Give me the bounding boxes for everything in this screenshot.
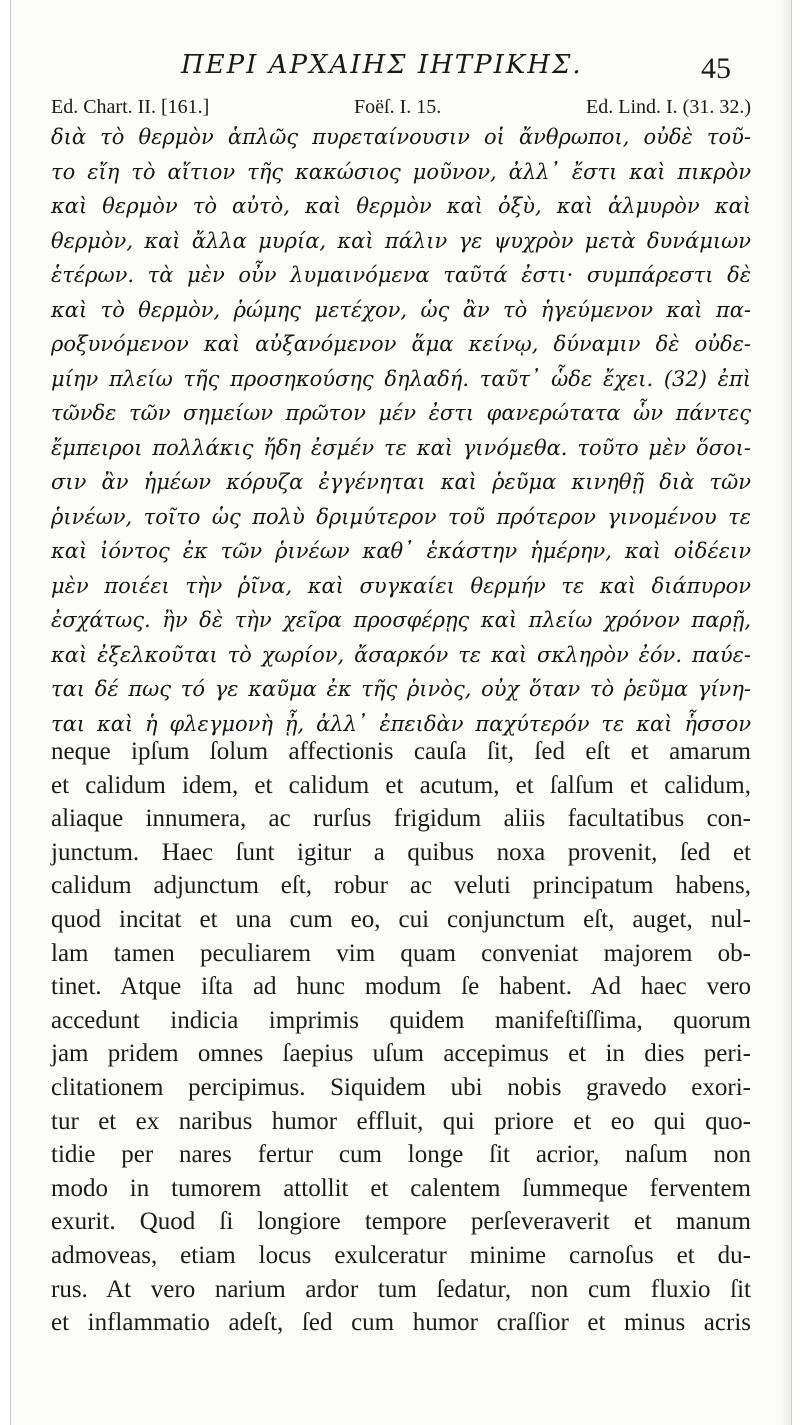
greek-line: ἑτέρων. τὰ μὲν οὖν λυμαινόμενα ταῦτά ἐστι· συμπάρεστι δὲ — [51, 263, 751, 287]
latin-line: et calidum idem, et calidum et acutum, et ſalſum et calidum, — [51, 771, 751, 799]
greek-line: ροξυνόμενον καὶ αὐξανόμενον ἅμα κείνῳ, δύναμιν δὲ οὐδε- — [51, 332, 751, 356]
latin-line: quod incitat et una cum eo, cui conjunctum eſt, auget, nul- — [51, 905, 751, 933]
latin-line: junctum. Haec ſunt igitur a quibus noxa provenit, ſed et — [51, 838, 751, 866]
page-edge-shadow — [779, 0, 791, 1425]
latin-line: aliaque innumera, ac rurſus frigidum aliis facultatibus con- — [51, 805, 751, 833]
latin-line: admoveas, etiam locus exulceratur minime carnoſus et du- — [51, 1241, 751, 1269]
latin-line: lam tamen peculiarem vim quam conveniat majorem ob- — [51, 939, 751, 967]
edition-references — [51, 96, 751, 119]
greek-line: ῥινέων, τοῖτο ὡς πολὺ δριμύτερον τοῦ πρότερον γινομένου τε — [51, 504, 751, 529]
greek-line: ται καὶ ἡ φλεγμονὴ ᾖ, ἀλλ᾽ ἐπειδὰν παχύτερόν τε καὶ ἧσσον — [51, 711, 751, 736]
latin-text-block — [51, 735, 751, 1340]
greek-line: μὲν ποιέει τὴν ῥῖνα, καὶ συγκαίει θερμήν τε καὶ διάπυρον — [51, 573, 751, 598]
greek-line: τῶνδε τῶν σημείων πρῶτον μέν ἐστι φανερώτατα ὧν πάντες — [51, 401, 751, 425]
greek-line: σιν ἂν ἡμέων κόρυζα ἐγγένηται καὶ ῥεῦμα κινηθῇ διὰ τῶν — [51, 470, 751, 494]
greek-line: διὰ τὸ θερμὸν ἁπλῶς πυρεταίνουσιν οἱ ἄνθρωποι, οὐδὲ τοῦ- — [51, 125, 751, 149]
latin-line: et inflammatio adeſt, ſed cum humor craſſior et minus acris — [51, 1309, 751, 1337]
greek-line: καὶ θερμὸν τὸ αὐτὸ, καὶ θερμὸν καὶ ὀξὺ, καὶ ἁλμυρὸν καὶ — [51, 194, 751, 218]
running-title: ΠΕΡΙ ΑΡΧΑΙΗΣ ΙΗΤΡΙΚΗΣ. — [181, 50, 583, 80]
greek-line: θερμὸν, καὶ ἄλλα μυρία, καὶ πάλιν γε ψυχρὸν μετὰ δυνάμιων — [51, 228, 751, 253]
latin-line: accedunt indicia imprimis quidem manifeſtiſſima, quorum — [51, 1006, 751, 1034]
greek-line: καὶ ἐξελκοῦται τὸ χωρίον, ἄσαρκόν τε καὶ σκληρὸν ἐόν. παύε- — [51, 642, 751, 667]
latin-line: jam pridem omnes ſaepius uſum accepimus et in dies peri- — [51, 1040, 751, 1068]
edition-ref-foesius: Foëſ. I. 15. — [354, 96, 442, 118]
latin-line: clitationem percipimus. Siquidem ubi nobis gravedo exori- — [51, 1073, 751, 1101]
greek-line: ἐσχάτως. ἢν δὲ τὴν χεῖρα προσφέρῃς καὶ πλείω χρόνον παρῇ, — [51, 608, 751, 632]
greek-text-block — [51, 120, 751, 741]
latin-line: tur et ex naribus humor effluit, qui priore et eo qui quo- — [51, 1107, 751, 1135]
greek-line: καὶ ἰόντος ἐκ τῶν ῥινέων καθ᾽ ἑκάστην ἡμέρην, καὶ οἰδέειν — [51, 539, 751, 563]
latin-line: tinet. Atque iſta ad hunc modum ſe habent. Ad haec vero — [51, 973, 751, 1001]
page-number: 45 — [701, 52, 731, 85]
latin-line: neque ipſum ſolum affectionis cauſa ſit, ſed eſt et amarum — [51, 738, 751, 765]
edition-ref-chartier: Ed. Chart. II. [161.] — [51, 96, 210, 118]
greek-line: μίην πλείω τῆς προσηκούσης δηλαδή. ταῦτ᾽ ὧδε ἔχει. (32) ἐπὶ — [51, 366, 751, 391]
latin-line: rus. At vero narium ardor tum ſedatur, non cum fluxio ſit — [51, 1275, 751, 1303]
greek-line: καὶ τὸ θερμὸν, ῥώμης μετέχον, ὡς ἂν τὸ ἡγεύμενον καὶ πα- — [51, 297, 751, 322]
greek-line: ται δέ πως τό γε καῦμα ἐκ τῆς ῥινὸς, οὐχ ὅταν τὸ ῥεῦμα γίνη- — [51, 677, 751, 701]
latin-line: calidum adjunctum eſt, robur ac veluti principatum habens, — [51, 872, 751, 900]
latin-line: exurit. Quod ſi longiore tempore perſeveraverit et manum — [51, 1208, 751, 1236]
latin-line: tidie per nares fertur cum longe ſit acrior, naſum non — [51, 1141, 751, 1169]
edition-ref-linden: Ed. Lind. I. (31. 32.) — [586, 96, 751, 118]
book-page — [10, 0, 792, 1425]
latin-line: modo in tumorem attollit et calentem ſummeque ferventem — [51, 1174, 751, 1202]
greek-line: ἔμπειροι πολλάκις ἤδη ἐσμέν τε καὶ γινόμεθα. τοῦτο μὲν ὅσοι- — [51, 435, 751, 460]
greek-line: το εἴη τὸ αἴτιον τῆς κακώσιος μοῦνον, ἀλλ᾽ ἔστι καὶ πικρὸν — [51, 159, 751, 184]
